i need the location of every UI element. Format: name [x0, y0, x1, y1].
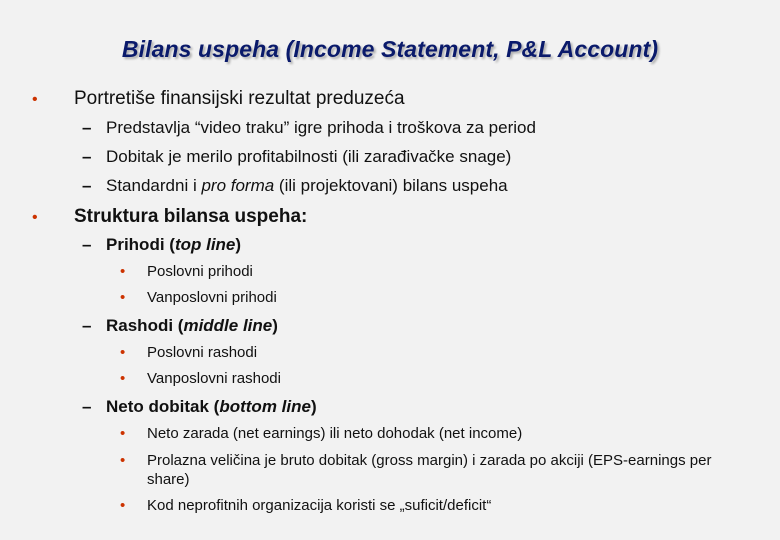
- list-item-text: Vanposlovni prihodi: [147, 289, 277, 306]
- list-item-text: Prolazna veličina je bruto dobitak (gross margin) i zarada po akciji (EPS-earnings per share): [147, 452, 712, 488]
- dash-marker: –: [82, 147, 92, 166]
- sub-item-text: Predstavlja “video traku” igre prihoda i troškova za period: [106, 118, 536, 137]
- list-item-poslovni-rashodi: [120, 344, 257, 361]
- dash-marker: –: [82, 316, 92, 335]
- dash-marker: –: [82, 118, 92, 137]
- section-prihodi: [82, 235, 241, 255]
- dash-marker: –: [82, 176, 92, 195]
- section-text-italic: middle line: [183, 316, 273, 335]
- bullet-marker: •: [120, 497, 126, 514]
- bullet-marker: •: [120, 263, 126, 280]
- bullet-marker: •: [32, 209, 38, 226]
- bullet-marker: •: [120, 289, 126, 306]
- slide-title: Bilans uspeha (Income Statement, P&L Account): [121, 36, 659, 62]
- sub-item-dobitak: [82, 147, 511, 167]
- section-neto-dobitak: [82, 397, 317, 417]
- section-text-post: ): [272, 316, 278, 335]
- list-item-text: Kod neprofitnih organizacija koristi se „suficit/deficit“: [147, 497, 492, 514]
- bullet-marker: •: [120, 425, 126, 442]
- list-item-poslovni-prihodi: [120, 263, 253, 280]
- list-item-prolazna-velicina: [120, 451, 730, 489]
- sub-item-standardni: [82, 176, 508, 196]
- sub-item-text-post: (ili projektovani) bilans uspeha: [274, 176, 508, 195]
- sub-item-text-pre: Standardni i: [106, 176, 202, 195]
- list-item-vanposlovni-rashodi: [120, 370, 281, 387]
- section-text-italic: bottom line: [219, 397, 311, 416]
- section-text-pre: Neto dobitak (: [106, 397, 220, 416]
- bullet-marker: •: [32, 91, 38, 108]
- section-rashodi: [82, 316, 278, 336]
- dash-marker: –: [82, 235, 92, 254]
- list-item-vanposlovni-prihodi: [120, 289, 277, 306]
- list-item-text: Poslovni prihodi: [147, 263, 253, 280]
- bullet-marker: •: [120, 344, 126, 361]
- section-text-pre: Prihodi (: [106, 235, 175, 254]
- list-item-neprofitne: [120, 497, 491, 514]
- sub-item-video-traka: [82, 118, 536, 138]
- section-text-pre: Rashodi (: [106, 316, 184, 335]
- list-item-text: Poslovni rashodi: [147, 344, 258, 361]
- dash-marker: –: [82, 397, 92, 416]
- list-item-text: Vanposlovni rashodi: [147, 370, 281, 387]
- sub-item-text: Dobitak je merilo profitabilnosti (ili zarađivačke snage): [106, 147, 512, 166]
- bullet-portretise: [32, 88, 405, 110]
- bullet-text: Struktura bilansa uspeha:: [74, 206, 308, 227]
- section-text-italic: top line: [174, 235, 236, 254]
- section-text-post: ): [310, 397, 317, 416]
- bullet-struktura: [32, 206, 307, 228]
- sub-item-text-italic: pro forma: [201, 176, 275, 195]
- list-item-text: Neto zarada (net earnings) ili neto dohodak (net income): [147, 425, 523, 442]
- bullet-marker: •: [120, 452, 126, 469]
- list-item-neto-zarada: [120, 425, 522, 442]
- section-text-post: ): [235, 235, 242, 254]
- bullet-text: Portretiše finansijski rezultat preduzeća: [74, 88, 405, 109]
- bullet-marker: •: [120, 370, 126, 387]
